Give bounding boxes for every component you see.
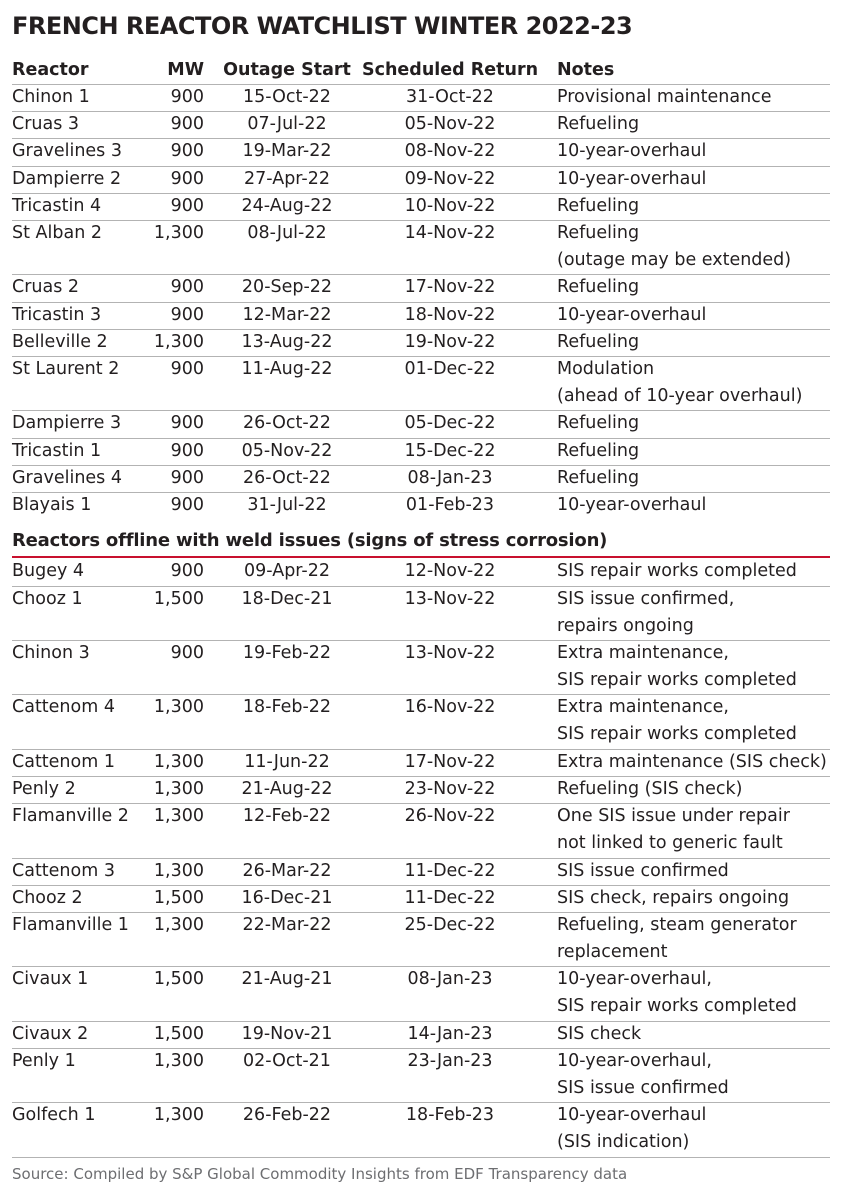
reactor-cell: Dampierre 3 (12, 413, 122, 434)
column-header-scheduled-return: Scheduled Return (362, 60, 539, 80)
notes-cell (557, 220, 791, 274)
notes-line: Refueling (557, 195, 640, 216)
reactor-cell: Civaux 2 (12, 1023, 89, 1044)
mw-cell: 900 (170, 467, 204, 488)
notes-line: (outage may be extended) (557, 250, 792, 270)
notes-line: SIS check (557, 1023, 642, 1044)
reactor-cell: Flamanville 2 (12, 806, 129, 827)
reactor-cell: Penly 1 (12, 1051, 76, 1071)
notes-cell (557, 329, 639, 356)
notes-cell (557, 138, 706, 165)
scheduled-return-cell: 26-Nov-22 (404, 806, 496, 827)
notes-line: SIS check, repairs ongoing (557, 887, 790, 908)
reactor-cell: Cattenom 1 (12, 751, 115, 772)
mw-cell: 1,300 (153, 860, 204, 881)
notes-cell (557, 193, 639, 220)
scheduled-return-cell: 18-Feb-23 (405, 1105, 495, 1126)
reactor-cell: Chooz 1 (12, 588, 83, 609)
scheduled-return-cell: 08-Nov-22 (404, 141, 496, 162)
reactor-cell: Chinon 3 (12, 643, 90, 663)
mw-cell: 900 (170, 304, 204, 325)
notes-line: Refueling (557, 467, 640, 488)
notes-line: repairs ongoing (557, 615, 694, 636)
notes-line: 10-year-overhaul, (557, 1051, 712, 1071)
notes-line: Refueling, steam generator (557, 915, 797, 935)
outage-start-cell: 26-Feb-22 (242, 1105, 332, 1126)
mw-cell: 900 (170, 114, 204, 135)
notes-line: Extra maintenance, (557, 643, 729, 663)
scheduled-return-cell: 10-Nov-22 (404, 195, 496, 216)
notes-cell (557, 274, 639, 301)
reactor-cell: Cattenom 3 (12, 860, 115, 881)
mw-cell: 900 (170, 195, 204, 216)
notes-cell (557, 84, 772, 111)
reactor-cell: Gravelines 3 (12, 141, 122, 162)
outage-start-cell: 12-Feb-22 (242, 806, 332, 827)
scheduled-return-cell: 25-Dec-22 (404, 915, 496, 935)
outage-start-cell: 19-Feb-22 (242, 643, 332, 663)
notes-line: Refueling (557, 331, 640, 352)
scheduled-return-cell: 08-Jan-23 (407, 467, 493, 488)
notes-cell (557, 111, 639, 138)
notes-line: (SIS indication) (557, 1132, 690, 1153)
outage-start-cell: 26-Oct-22 (243, 413, 331, 434)
scheduled-return-cell: 14-Jan-23 (407, 1023, 493, 1044)
notes-line: Refueling (557, 114, 640, 135)
mw-cell: 1,300 (153, 915, 204, 935)
notes-line: not linked to generic fault (557, 833, 783, 854)
notes-cell (557, 749, 827, 776)
mw-cell: 1,300 (153, 1051, 204, 1071)
scheduled-return-cell: 17-Nov-22 (404, 751, 496, 772)
outage-start-cell: 26-Mar-22 (242, 860, 332, 881)
notes-cell (557, 858, 729, 885)
mw-cell: 900 (170, 87, 204, 107)
outage-start-cell: 18-Feb-22 (242, 697, 332, 718)
notes-cell (557, 465, 639, 492)
scheduled-return-cell: 19-Nov-22 (404, 331, 496, 352)
notes-cell (557, 438, 639, 465)
notes-cell (557, 492, 706, 519)
notes-cell (557, 776, 742, 803)
scheduled-return-cell: 01-Feb-23 (405, 495, 495, 515)
column-header-reactor: Reactor (12, 60, 89, 80)
scheduled-return-cell: 18-Nov-22 (404, 304, 496, 325)
notes-line: SIS repair works completed (557, 996, 797, 1017)
outage-start-cell: 11-Aug-22 (241, 359, 333, 379)
notes-line: 10-year-overhaul, (557, 969, 712, 990)
mw-cell: 1,500 (153, 588, 204, 609)
outage-start-cell: 02-Oct-21 (243, 1051, 331, 1071)
notes-line: Refueling (557, 413, 640, 434)
reactor-cell: Golfech 1 (12, 1105, 96, 1126)
outage-start-cell: 07-Jul-22 (247, 114, 327, 135)
notes-cell (557, 302, 706, 329)
outage-start-cell: 16-Dec-21 (241, 887, 333, 908)
notes-line: SIS issue confirmed (557, 1078, 729, 1098)
notes-line: (ahead of 10-year overhaul) (557, 386, 803, 406)
mw-cell: 900 (170, 168, 204, 189)
notes-line: SIS repair works completed (557, 724, 797, 745)
notes-cell (557, 640, 797, 694)
mw-cell: 900 (170, 643, 204, 663)
notes-cell (557, 803, 790, 857)
notes-line: 10-year-overhaul (557, 495, 707, 515)
scheduled-return-cell: 31-Oct-22 (406, 87, 494, 107)
notes-line: replacement (557, 942, 668, 962)
notes-line: 10-year-overhaul (557, 304, 707, 325)
row-separator (12, 1157, 830, 1158)
scheduled-return-cell: 17-Nov-22 (404, 277, 496, 298)
mw-cell: 1,300 (153, 331, 204, 352)
outage-start-cell: 21-Aug-21 (241, 969, 333, 990)
notes-cell (557, 1102, 706, 1156)
outage-start-cell: 19-Mar-22 (242, 141, 332, 162)
scheduled-return-cell: 13-Nov-22 (404, 643, 496, 663)
reactor-cell: Cruas 2 (12, 277, 80, 298)
notes-cell (557, 166, 706, 193)
column-header-notes: Notes (557, 60, 615, 80)
notes-line: SIS issue confirmed, (557, 588, 735, 609)
mw-cell: 900 (170, 413, 204, 434)
reactor-cell: Tricastin 3 (12, 304, 102, 325)
notes-line: Refueling (557, 223, 640, 243)
scheduled-return-cell: 16-Nov-22 (404, 697, 496, 718)
outage-start-cell: 09-Apr-22 (244, 561, 330, 582)
reactor-cell: Penly 2 (12, 779, 76, 799)
notes-cell (557, 1048, 729, 1102)
notes-cell (557, 885, 789, 912)
outage-start-cell: 20-Sep-22 (241, 277, 333, 298)
notes-line: 10-year-overhaul (557, 1105, 707, 1126)
scheduled-return-cell: 13-Nov-22 (404, 588, 496, 609)
reactor-cell: Gravelines 4 (12, 467, 122, 488)
reactor-cell: St Alban 2 (12, 223, 102, 243)
outage-start-cell: 22-Mar-22 (242, 915, 332, 935)
mw-cell: 1,500 (153, 887, 204, 908)
scheduled-return-cell: 05-Dec-22 (404, 413, 496, 434)
notes-cell (557, 586, 734, 640)
mw-cell: 900 (170, 277, 204, 298)
scheduled-return-cell: 23-Jan-23 (407, 1051, 493, 1071)
outage-start-cell: 31-Jul-22 (247, 495, 327, 515)
scheduled-return-cell: 23-Nov-22 (404, 779, 496, 799)
reactor-cell: St Laurent 2 (12, 359, 120, 379)
outage-start-cell: 26-Oct-22 (243, 467, 331, 488)
mw-cell: 900 (170, 141, 204, 162)
notes-line: Extra maintenance (SIS check) (557, 751, 827, 772)
mw-cell: 1,500 (153, 1023, 204, 1044)
outage-start-cell: 19-Nov-21 (241, 1023, 333, 1044)
notes-line: SIS issue confirmed (557, 860, 729, 881)
scheduled-return-cell: 15-Dec-22 (404, 440, 496, 461)
scheduled-return-cell: 12-Nov-22 (404, 561, 496, 582)
mw-cell: 1,300 (153, 697, 204, 718)
notes-cell (557, 694, 797, 748)
notes-line: 10-year-overhaul (557, 141, 707, 162)
mw-cell: 1,300 (153, 223, 204, 243)
notes-cell (557, 558, 797, 585)
outage-start-cell: 12-Mar-22 (242, 304, 332, 325)
reactor-cell: Civaux 1 (12, 969, 89, 990)
mw-cell: 1,300 (153, 751, 204, 772)
page-title: FRENCH REACTOR WATCHLIST WINTER 2022-23 (12, 12, 633, 40)
scheduled-return-cell: 08-Jan-23 (407, 969, 493, 990)
outage-start-cell: 13-Aug-22 (241, 331, 333, 352)
mw-cell: 1,300 (153, 806, 204, 827)
mw-cell: 900 (170, 359, 204, 379)
notes-line: 10-year-overhaul (557, 168, 707, 189)
outage-start-cell: 18-Dec-21 (241, 588, 333, 609)
column-header-outage-start: Outage Start (223, 60, 351, 80)
scheduled-return-cell: 09-Nov-22 (404, 168, 496, 189)
reactor-cell: Blayais 1 (12, 495, 92, 515)
notes-line: SIS repair works completed (557, 670, 797, 690)
reactor-cell: Cattenom 4 (12, 697, 115, 718)
reactor-cell: Bugey 4 (12, 561, 85, 582)
notes-line: SIS repair works completed (557, 561, 797, 582)
scheduled-return-cell: 01-Dec-22 (404, 359, 496, 379)
notes-cell (557, 1021, 641, 1048)
outage-start-cell: 05-Nov-22 (241, 440, 333, 461)
column-header-mw: MW (167, 60, 204, 80)
reactor-cell: Dampierre 2 (12, 168, 122, 189)
notes-line: Refueling (SIS check) (557, 779, 743, 799)
reactor-cell: Tricastin 4 (12, 195, 102, 216)
mw-cell: 1,300 (153, 1105, 204, 1126)
reactor-cell: Tricastin 1 (12, 440, 102, 461)
outage-start-cell: 08-Jul-22 (247, 223, 327, 243)
reactor-cell: Belleville 2 (12, 331, 108, 352)
scheduled-return-cell: 11-Dec-22 (404, 860, 496, 881)
outage-start-cell: 27-Apr-22 (244, 168, 330, 189)
notes-cell (557, 966, 797, 1020)
mw-cell: 900 (170, 495, 204, 515)
notes-line: Provisional maintenance (557, 87, 772, 107)
outage-start-cell: 11-Jun-22 (244, 751, 330, 772)
source-note: Source: Compiled by S&P Global Commodity Insights from EDF Transparency data (12, 1164, 628, 1183)
notes-line: Refueling (557, 277, 640, 298)
outage-start-cell: 21-Aug-22 (241, 779, 333, 799)
notes-line: Modulation (557, 359, 655, 379)
reactor-cell: Chinon 1 (12, 87, 90, 107)
notes-line: Refueling (557, 440, 640, 461)
reactor-cell: Flamanville 1 (12, 915, 129, 935)
scheduled-return-cell: 11-Dec-22 (404, 887, 496, 908)
notes-line: Extra maintenance, (557, 697, 729, 718)
notes-line: One SIS issue under repair (557, 806, 790, 827)
reactor-cell: Chooz 2 (12, 887, 83, 908)
notes-cell (557, 356, 802, 410)
scheduled-return-cell: 05-Nov-22 (404, 114, 496, 135)
section-heading-weld-issues: Reactors offline with weld issues (signs of stress corrosion) (12, 530, 608, 552)
mw-cell: 1,300 (153, 779, 204, 799)
mw-cell: 900 (170, 440, 204, 461)
mw-cell: 1,500 (153, 969, 204, 990)
notes-cell (557, 410, 639, 437)
outage-start-cell: 24-Aug-22 (241, 195, 333, 216)
notes-cell (557, 912, 797, 966)
scheduled-return-cell: 14-Nov-22 (404, 223, 496, 243)
reactor-cell: Cruas 3 (12, 114, 80, 135)
outage-start-cell: 15-Oct-22 (243, 87, 331, 107)
mw-cell: 900 (170, 561, 204, 582)
